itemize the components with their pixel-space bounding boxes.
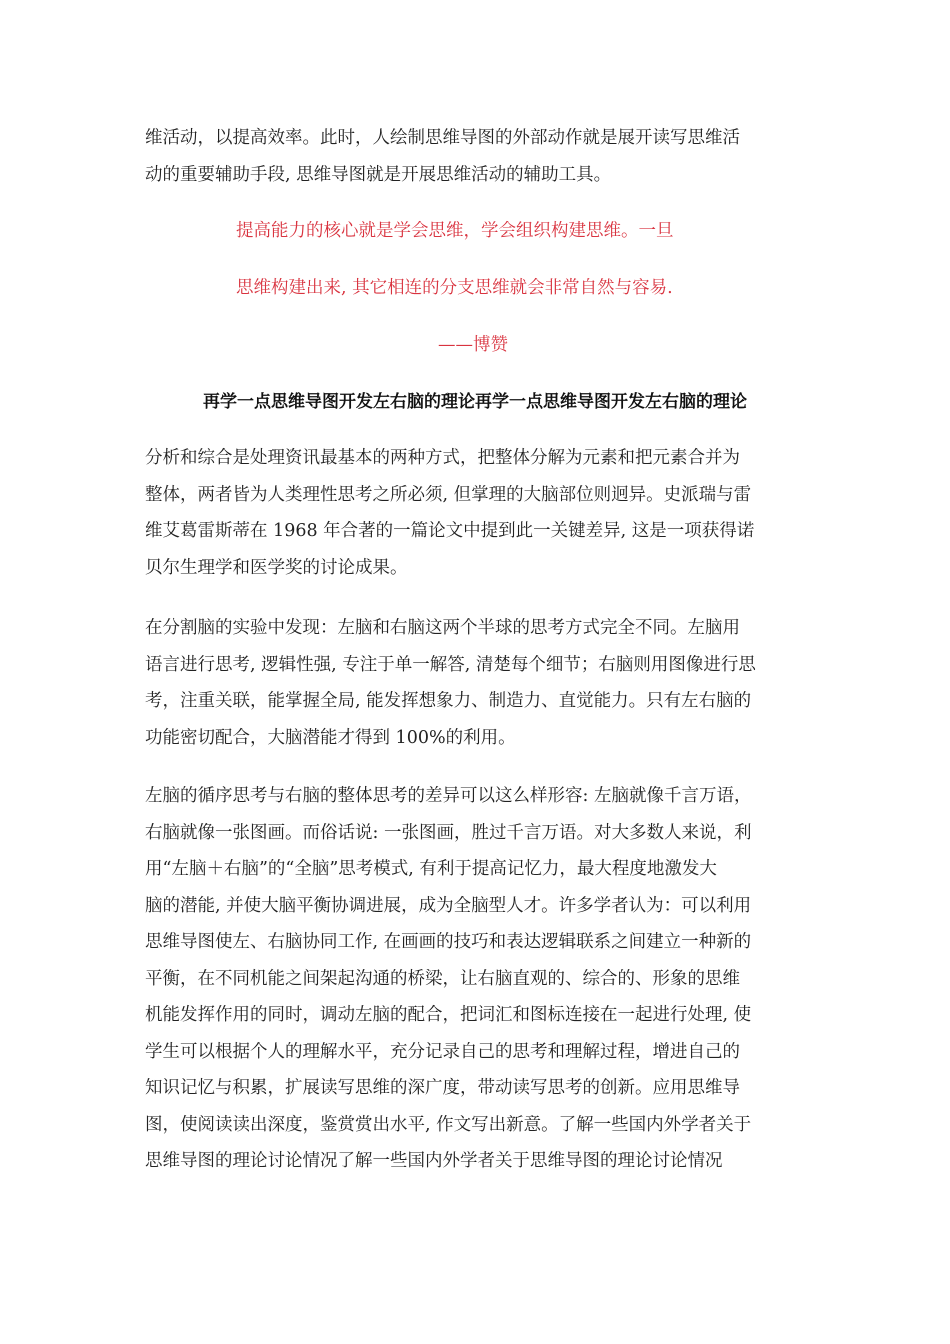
paragraph-1-line-2: 整体，两者皆为人类理性思考之所必须, 但掌理的大脑部位则迥异。史派瑞与雷 [145,484,752,505]
paragraph-2-line-4: 功能密切配合，大脑潜能才得到 100%的利用。 [145,727,516,748]
paragraph-1 [145,440,807,586]
intro-line-2: 动的重要辅助手段, 思维导图就是开展思维活动的辅助工具。 [145,164,612,185]
intro-line-1: 维活动，以提高效率。此时，人绘制思维导图的外部动作就是展开读写思维活 [145,128,740,148]
paragraph-1-line-1: 分析和综合是处理资讯最基本的两种方式，把整体分解为元素和把元素合并为 [145,448,740,468]
paragraph-3-line-11: 思维导图的理论讨论情况了解一些国内外学者关于思维导图的理论讨论情况 [145,1151,723,1171]
quote-attribution: ——博赞 [438,335,508,355]
paragraph-3-line-3: 用“左脑＋右脑”的“全脑”思考模式, 有利于提高记忆力，最大程度地激发大 [145,859,717,879]
quote-line-1: 提高能力的核心就是学会思维，学会组织构建思维。一旦 [236,221,674,241]
paragraph-2 [145,610,807,756]
paragraph-1-line-3: 维艾葛雷斯蒂在 1968 年合著的一篇论文中提到此一关键差异, 这是一项获得诺 [145,521,755,541]
paragraph-3-line-10: 图，使阅读读出深度，鉴赏赏出水平, 作文写出新意。了解一些国内外学者关于 [145,1114,752,1135]
quote-line-2: 思维构建出来, 其它相连的分支思维就会非常自然与容易. [236,278,673,298]
paragraph-3-line-2: 右脑就像一张图画。而俗话说: 一张图画，胜过千言万语。对大多数人来说，利 [145,822,752,843]
paragraph-3-line-4: 脑的潜能, 并使大脑平衡协调进展，成为全脑型人才。许多学者认为：可以利用 [145,895,752,916]
paragraph-3-line-9: 知识记忆与积累，扩展读写思维的深广度，带动读写思考的创新。应用思维导 [145,1078,740,1098]
paragraph-2-line-3: 考，注重关联，能掌握全局, 能发挥想象力、制造力、直觉能力。只有左右脑的 [145,691,752,711]
paragraph-2-line-2: 语言进行思考, 逻辑性强, 专注于单一解答, 清楚每个细节；右脑则用图像进行思 [145,654,756,675]
paragraph-3 [145,778,807,1180]
paragraph-3-line-7: 机能发挥作用的同时，调动左脑的配合，把词汇和图标连接在一起进行处理, 使 [145,1005,752,1025]
intro-paragraph [145,120,807,193]
paragraph-3-line-8: 学生可以根据个人的理解水平，充分记录自己的思考和理解过程，增进自己的 [145,1041,740,1062]
section-heading: 再学一点思维导图开发左右脑的理论再学一点思维导图开发左右脑的理论 [203,392,747,412]
paragraph-2-line-1: 在分割脑的实验中发现：左脑和右脑这两个半球的思考方式完全不同。左脑用 [145,618,740,638]
paragraph-1-line-4: 贝尔生理学和医学奖的讨论成果。 [145,557,408,578]
paragraph-3-line-6: 平衡，在不同机能之间架起沟通的桥梁，让右脑直观的、综合的、形象的思维 [145,968,740,989]
paragraph-3-line-5: 思维导图使左、右脑协同工作, 在画画的技巧和表达逻辑联系之间建立一种新的 [145,932,752,952]
paragraph-3-line-1: 左脑的循序思考与右脑的整体思考的差异可以这么样形容: 左脑就像千言万语， [145,786,752,806]
